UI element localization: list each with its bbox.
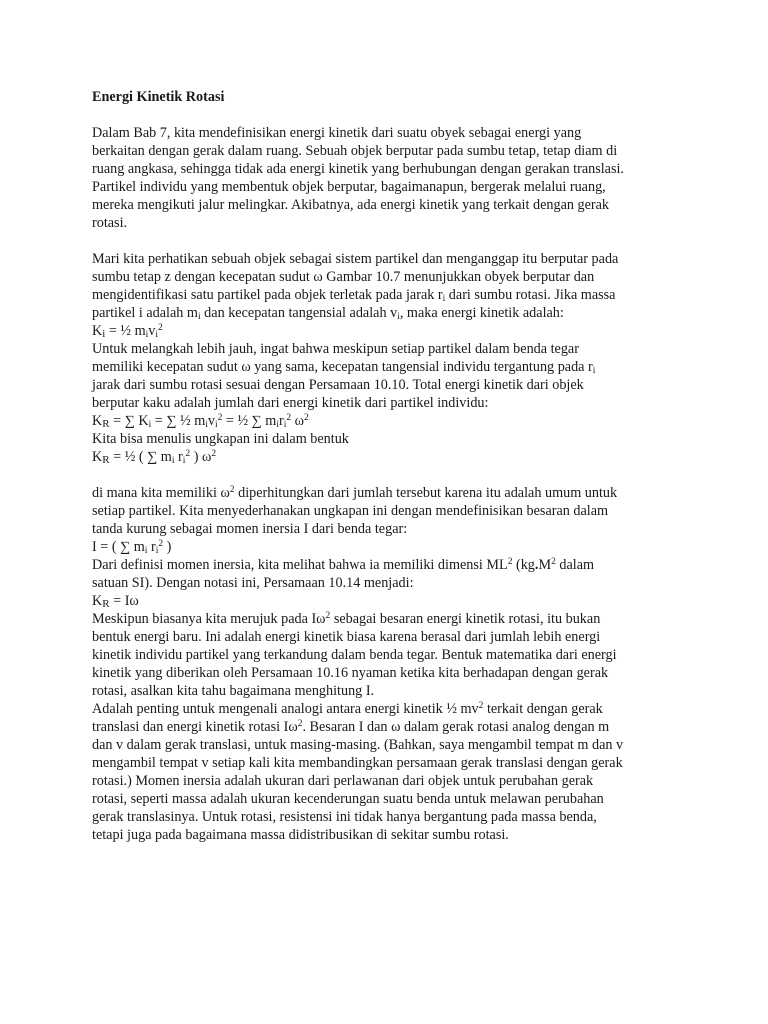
paragraph-5-line: setiap partikel. Kita menyederhanakan ungkapan ini dengan mendefinisikan besaran dalam — [92, 503, 609, 519]
paragraph-1-line: mereka mengikuti jalur melingkar. Akibatnya, ada energi kinetik yang terkait dengan gerak — [92, 197, 610, 213]
equation-rotational-form: $K_R$ = ½ ( ∑ $m_i$ $r_i^2$ ) $\omega^2$ — [92, 449, 217, 466]
paragraph-3-line: Untuk melangkah lebih jauh, ingat bahwa meskipun setiap partikel dalam benda tegar — [92, 341, 579, 357]
paragraph-7-line: rotasi, asalkan kita tahu bagaimana menghitung I. — [92, 683, 375, 699]
paragraph-6-line: Dari definisi momen inersia, kita melihat bahwa ia memiliki dimensi $ML^2$ ($kg.M^2$ dalam — [92, 557, 595, 573]
paragraph-3-line: memiliki kecepatan sudut ω yang sama, kecepatan tangensial individu tergantung pada $r_i$ — [92, 359, 596, 376]
paragraph-8-line: rotasi, seperti massa adalah ukuran kecenderungan suatu benda untuk melawan perubahan — [92, 791, 604, 807]
paragraph-7-line: Meskipun biasanya kita merujuk pada $I\omega^2$ sebagai besaran energi kinetik rotasi, itu bukan — [92, 611, 601, 627]
paragraph-6-line: satuan SI). Dengan notasi ini, Persamaan 10.14 menjadi: — [92, 575, 414, 591]
paragraph-1-line: rotasi. — [92, 215, 128, 231]
paragraph-7 — [92, 610, 682, 700]
equation-kr-i-omega: $K_R = I\omega$ — [92, 593, 139, 610]
paragraph-1-line: ruang angkasa, sehingga tidak ada energi kinetik yang berhubungan dengan gerakan translasi. — [92, 161, 624, 177]
paragraph-2-line: partikel i adalah $m_i$ dan kecepatan tangensial adalah $v_i$, maka energi kinetik adalah: — [92, 305, 564, 322]
equation-total-kinetic-energy: $K_R$ = ∑ $K_i$ = ∑ ½ $m_iv_i^2$ = ½ ∑ $m_ir_i^2$ $\omega^2$ — [92, 413, 309, 430]
paragraph-2-line: mengidentifikasi satu partikel pada objek terletak pada jarak $r_i$ dari sumbu rotasi. Jika massa — [92, 287, 616, 304]
paragraph-1-line: Dalam Bab 7, kita mendefinisikan energi kinetik dari suatu obyek sebagai energi yang — [92, 125, 582, 141]
equation-moment-of-inertia: I = ( ∑ $m_i$ $r_i^2$ ) — [92, 539, 172, 556]
paragraph-8 — [92, 700, 682, 844]
paragraph-7-line: bentuk energi baru. Ini adalah energi kinetik biasa karena berasal dari jumlah lebih energi — [92, 629, 601, 645]
paragraph-6 — [92, 556, 682, 592]
paragraph-5 — [92, 484, 682, 538]
paragraph-1 — [92, 124, 682, 232]
document-page — [92, 88, 682, 844]
paragraph-2 — [92, 250, 682, 322]
paragraph-8-line: rotasi.) Momen inersia adalah ukuran dari perlawanan dari objek untuk perubahan gerak — [92, 773, 594, 789]
paragraph-4: Kita bisa menulis ungkapan ini dalam bentuk — [92, 431, 349, 447]
paragraph-8-line: tetapi juga pada bagaimana massa didistribusikan di sekitar sumbu rotasi. — [92, 827, 509, 843]
paragraph-7-line: kinetik individu partikel yang terkandung dalam benda tegar. Bentuk matematika dari energi — [92, 647, 617, 663]
spacer — [92, 466, 682, 484]
paragraph-8-line: dan v dalam gerak translasi, untuk masing-masing. (Bahkan, saya mengambil tempat m dan v — [92, 737, 624, 753]
document-title: Energi Kinetik Rotasi — [92, 89, 225, 105]
paragraph-8-line: gerak translasinya. Untuk rotasi, resistensi ini tidak hanya bergantung pada massa benda, — [92, 809, 597, 825]
paragraph-5-line: di mana kita memiliki $\omega^2$ diperhitungkan dari jumlah tersebut karena itu adalah umum untuk — [92, 485, 618, 501]
equation-kinetic-energy-particle: $K_i$ = ½ $m_iv_i^2$ — [92, 323, 163, 340]
paragraph-3 — [92, 340, 682, 412]
paragraph-8-line: translasi dan energi kinetik rotasi $I\omega^2$. Besaran I dan ω dalam gerak rotasi analog dengan m — [92, 719, 610, 735]
paragraph-7-line: kinetik yang diberikan oleh Persamaan 10.16 nyaman ketika kita berhadapan dengan gerak — [92, 665, 609, 681]
paragraph-1-line: berkaitan dengan gerak dalam ruang. Sebuah objek berputar pada sumbu tetap, tetap diam di — [92, 143, 618, 159]
paragraph-2-line: Mari kita perhatikan sebuah objek sebagai sistem partikel dan menganggap itu berputar pada — [92, 251, 619, 267]
paragraph-5-line: tanda kurung sebagai momen inersia I dari benda tegar: — [92, 521, 408, 537]
paragraph-1-line: Partikel individu yang membentuk objek berputar, bagaimanapun, bergerak melalui ruang, — [92, 179, 606, 195]
paragraph-3-line: jarak dari sumbu rotasi sesuai dengan Persamaan 10.10. Total energi kinetik dari objek — [92, 377, 584, 393]
spacer — [92, 106, 682, 124]
spacer — [92, 232, 682, 250]
paragraph-3-line: berputar kaku adalah jumlah dari energi kinetik dari partikel individu: — [92, 395, 489, 411]
paragraph-8-line: Adalah penting untuk mengenali analogi antara energi kinetik ½ $mv^2$ terkait dengan gerak — [92, 701, 603, 717]
paragraph-8-line: mengambil tempat v setiap kali kita membandingkan persamaan gerak translasi dengan gerak — [92, 755, 623, 771]
paragraph-2-line: sumbu tetap z dengan kecepatan sudut ω Gambar 10.7 menunjukkan obyek berputar dan — [92, 269, 595, 285]
